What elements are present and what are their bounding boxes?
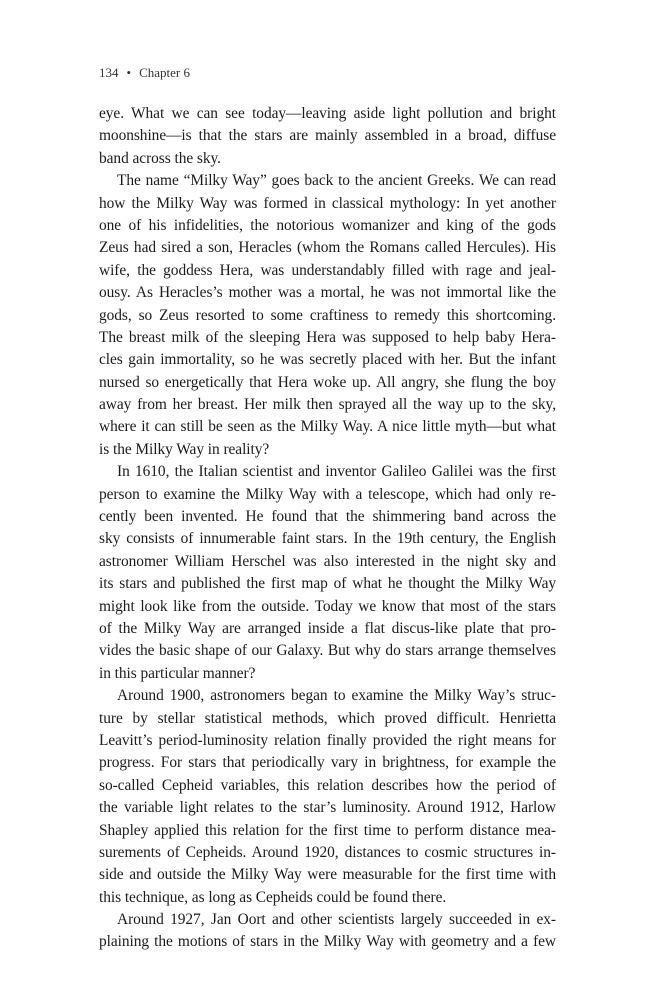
text-line: might look like from the outside. Today we know that most of the stars bbox=[99, 597, 556, 615]
text-line: In 1610, the Italian scientist and inventor Galileo Galilei was the first bbox=[117, 463, 556, 481]
text-line: its stars and published the first map of what he thought the Milky Way bbox=[99, 575, 556, 593]
chapter-label: Chapter 6 bbox=[139, 65, 190, 80]
text-line: sky consists of innumerable faint stars. In the 19th century, the English bbox=[99, 530, 556, 548]
text-line: moonshine—is that the stars are mainly assembled in a broad, diffuse bbox=[99, 127, 556, 145]
text-line: one of his infidelities, the notorious womanizer and king of the gods bbox=[99, 216, 556, 234]
body-text bbox=[99, 103, 556, 954]
text-line: nursed so energetically that Hera woke up. All angry, she flung the boy bbox=[99, 373, 556, 391]
text-line: where it can still be seen as the Milky Way. A nice little myth—but what bbox=[99, 418, 556, 436]
text-line: so-called Cepheid variables, this relation describes how the period of bbox=[99, 776, 556, 794]
text-line: band across the sky. bbox=[99, 149, 221, 167]
text-line: how the Milky Way was formed in classical mythology: In yet another bbox=[99, 194, 556, 212]
text-line: the variable light relates to the star’s luminosity. Around 1912, Harlow bbox=[99, 799, 556, 817]
text-line: vides the basic shape of our Galaxy. But why do stars arrange themselves bbox=[99, 642, 556, 660]
page-number: 134 bbox=[99, 65, 119, 80]
text-line: in this particular manner? bbox=[99, 664, 256, 682]
text-line: eye. What we can see today—leaving aside light pollution and bright bbox=[99, 105, 556, 122]
text-line: Zeus had sired a son, Heracles (whom the Romans called Hercules). His bbox=[99, 239, 556, 257]
text-line: astronomer William Herschel was also interested in the night sky and bbox=[99, 552, 556, 570]
text-line: The name “Milky Way” goes back to the ancient Greeks. We can read bbox=[117, 172, 556, 190]
text-line: gods, so Zeus resorted to some craftiness to remedy this shortcoming. bbox=[99, 306, 556, 324]
text-line: person to examine the Milky Way with a telescope, which had only re- bbox=[99, 485, 556, 503]
text-line: is the Milky Way in reality? bbox=[99, 440, 270, 458]
text-line: The breast milk of the sleeping Hera was supposed to help baby Hera- bbox=[99, 328, 556, 346]
text-line: away from her breast. Her milk then sprayed all the way up to the sky, bbox=[99, 396, 556, 414]
text-line: Around 1900, astronomers began to examine the Milky Way’s struc- bbox=[117, 687, 556, 705]
text-line: cently been invented. He found that the shimmering band across the bbox=[99, 508, 556, 526]
text-line: Leavitt’s period-luminosity relation finally provided the right means for bbox=[99, 731, 556, 749]
header-bullet: • bbox=[126, 65, 132, 80]
text-line: cles gain immortality, so he was secretly placed with her. But the infant bbox=[99, 351, 556, 369]
text-line: this technique, as long as Cepheids could be found there. bbox=[99, 888, 447, 906]
running-header bbox=[99, 64, 190, 82]
text-line: surements of Cepheids. Around 1920, distances to cosmic structures in- bbox=[99, 843, 556, 861]
text-line: Around 1927, Jan Oort and other scientists largely succeeded in ex- bbox=[117, 911, 556, 929]
text-line: ousy. As Heracles’s mother was a mortal, he was not immortal like the bbox=[99, 284, 556, 302]
text-line: progress. For stars that periodically vary in brightness, for example the bbox=[99, 754, 556, 772]
text-line: Shapley applied this relation for the first time to perform distance mea- bbox=[99, 821, 556, 839]
text-line: plaining the motions of stars in the Milky Way with geometry and a few bbox=[99, 933, 556, 951]
text-line: side and outside the Milky Way were measurable for the first time with bbox=[99, 866, 556, 884]
text-line: wife, the goddess Hera, was understandably filled with rage and jeal- bbox=[99, 261, 556, 279]
text-line: of the Milky Way are arranged inside a flat discus-like plate that pro- bbox=[99, 619, 556, 637]
text-line: ture by stellar statistical methods, which proved difficult. Henrietta bbox=[99, 709, 556, 727]
